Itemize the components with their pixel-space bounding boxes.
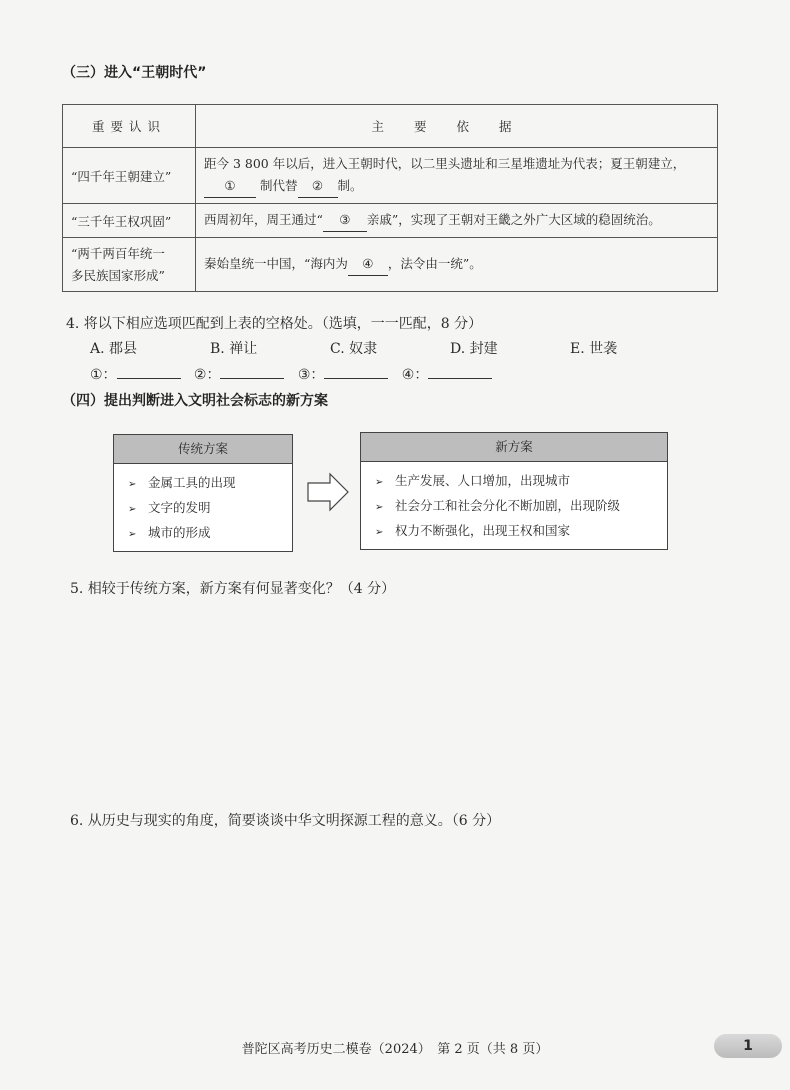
row-text: 亲戚”，实现了王朝对王畿之外广大区域的稳固统治。 bbox=[366, 212, 661, 227]
row-text: 西周初年，周王通过“ bbox=[204, 212, 323, 227]
knowledge-table bbox=[62, 104, 718, 292]
row-label: “四千年王朝建立” bbox=[63, 148, 196, 204]
table-header-evidence: 主要依据 bbox=[196, 105, 718, 148]
answer-blank-1[interactable] bbox=[117, 364, 181, 379]
question-4: 4. 将以下相应选项匹配到上表的空格处。（选填，一一匹配，8 分） bbox=[66, 316, 483, 332]
section-3-title: （三）进入“王朝时代” bbox=[62, 65, 207, 81]
list-item: ➢ 城市的形成 bbox=[128, 520, 292, 545]
arrow-bullet-icon: ➢ bbox=[375, 477, 384, 488]
answer-label: ④： bbox=[401, 367, 429, 383]
blank-2: ② bbox=[298, 175, 338, 198]
table-row bbox=[63, 238, 718, 292]
question-5: 5. 相较于传统方案，新方案有何显著变化？（4 分） bbox=[70, 581, 396, 597]
table-header-knowledge: 重要认识 bbox=[63, 105, 196, 148]
answer-blank-3[interactable] bbox=[324, 364, 388, 379]
answer-blank-2[interactable] bbox=[220, 364, 284, 379]
list-item: ➢ 权力不断强化，出现王权和国家 bbox=[375, 518, 667, 543]
question-6: 6. 从历史与现实的角度，简要谈谈中华文明探源工程的意义。（6 分） bbox=[70, 813, 501, 829]
answer-label: ②： bbox=[193, 367, 221, 383]
row-evidence bbox=[196, 238, 718, 292]
row-text: 距今 3 800 年以后，进入王朝时代，以二里头遗址和三星堆遗址为代表；夏王朝建立， bbox=[204, 156, 686, 171]
answer-label: ③： bbox=[297, 367, 325, 383]
list-item: ➢ 金属工具的出现 bbox=[128, 470, 292, 495]
page-footer: 普陀区高考历史二模卷（2024） 第 2 页（共 8 页） bbox=[241, 1042, 549, 1057]
row-label-line: “两千两百年统一 bbox=[71, 245, 165, 261]
arrow-bullet-icon: ➢ bbox=[128, 504, 137, 515]
row-text: ，法令由一统”。 bbox=[387, 256, 482, 271]
q5-answer-area[interactable] bbox=[70, 604, 720, 784]
row-label: “三千年王权巩固” bbox=[63, 204, 196, 238]
q4-options bbox=[90, 338, 730, 358]
option-d: D. 封建 bbox=[450, 341, 498, 357]
arrow-bullet-icon: ➢ bbox=[128, 479, 137, 490]
q4-answer-blanks bbox=[90, 364, 730, 384]
row-label-line: 多民族国家形成” bbox=[71, 267, 165, 283]
option-c: C. 奴隶 bbox=[330, 341, 378, 357]
option-e: E. 世袭 bbox=[570, 341, 618, 357]
q6-answer-area[interactable] bbox=[70, 836, 720, 1016]
row-evidence bbox=[196, 204, 718, 238]
arrow-bullet-icon: ➢ bbox=[375, 527, 384, 538]
table-row bbox=[63, 204, 718, 238]
answer-blank-4[interactable] bbox=[428, 364, 492, 379]
blank-4: ④ bbox=[348, 253, 388, 276]
list-item: ➢ 文字的发明 bbox=[128, 495, 292, 520]
arrow-bullet-icon: ➢ bbox=[128, 529, 137, 540]
new-scheme-list bbox=[361, 462, 667, 543]
traditional-scheme-box bbox=[113, 434, 293, 552]
blank-1: ① bbox=[204, 175, 256, 198]
option-b: B. 禅让 bbox=[210, 341, 258, 357]
table-header-row bbox=[63, 105, 718, 148]
section-4-title: （四）提出判断进入文明社会标志的新方案 bbox=[62, 393, 328, 409]
right-arrow-icon bbox=[306, 472, 350, 512]
list-item: ➢ 生产发展、人口增加，出现城市 bbox=[375, 468, 667, 493]
row-evidence bbox=[196, 148, 718, 204]
answer-label: ①： bbox=[90, 367, 117, 383]
option-a: A. 郡县 bbox=[90, 341, 138, 357]
arrow-bullet-icon: ➢ bbox=[375, 502, 384, 513]
blank-3: ③ bbox=[323, 209, 367, 232]
table-row bbox=[63, 148, 718, 204]
new-scheme-box bbox=[360, 432, 668, 550]
row-label bbox=[63, 238, 196, 292]
row-text: 制代替 bbox=[259, 178, 298, 193]
row-text: 秦始皇统一中国，“海内为 bbox=[204, 256, 348, 271]
row-text: 制。 bbox=[337, 178, 363, 193]
traditional-scheme-title: 传统方案 bbox=[114, 435, 292, 464]
list-item: ➢ 社会分工和社会分化不断加剧，出现阶级 bbox=[375, 493, 667, 518]
page-badge: 1 bbox=[714, 1034, 782, 1058]
new-scheme-title: 新方案 bbox=[361, 433, 667, 462]
traditional-scheme-list bbox=[114, 464, 292, 545]
